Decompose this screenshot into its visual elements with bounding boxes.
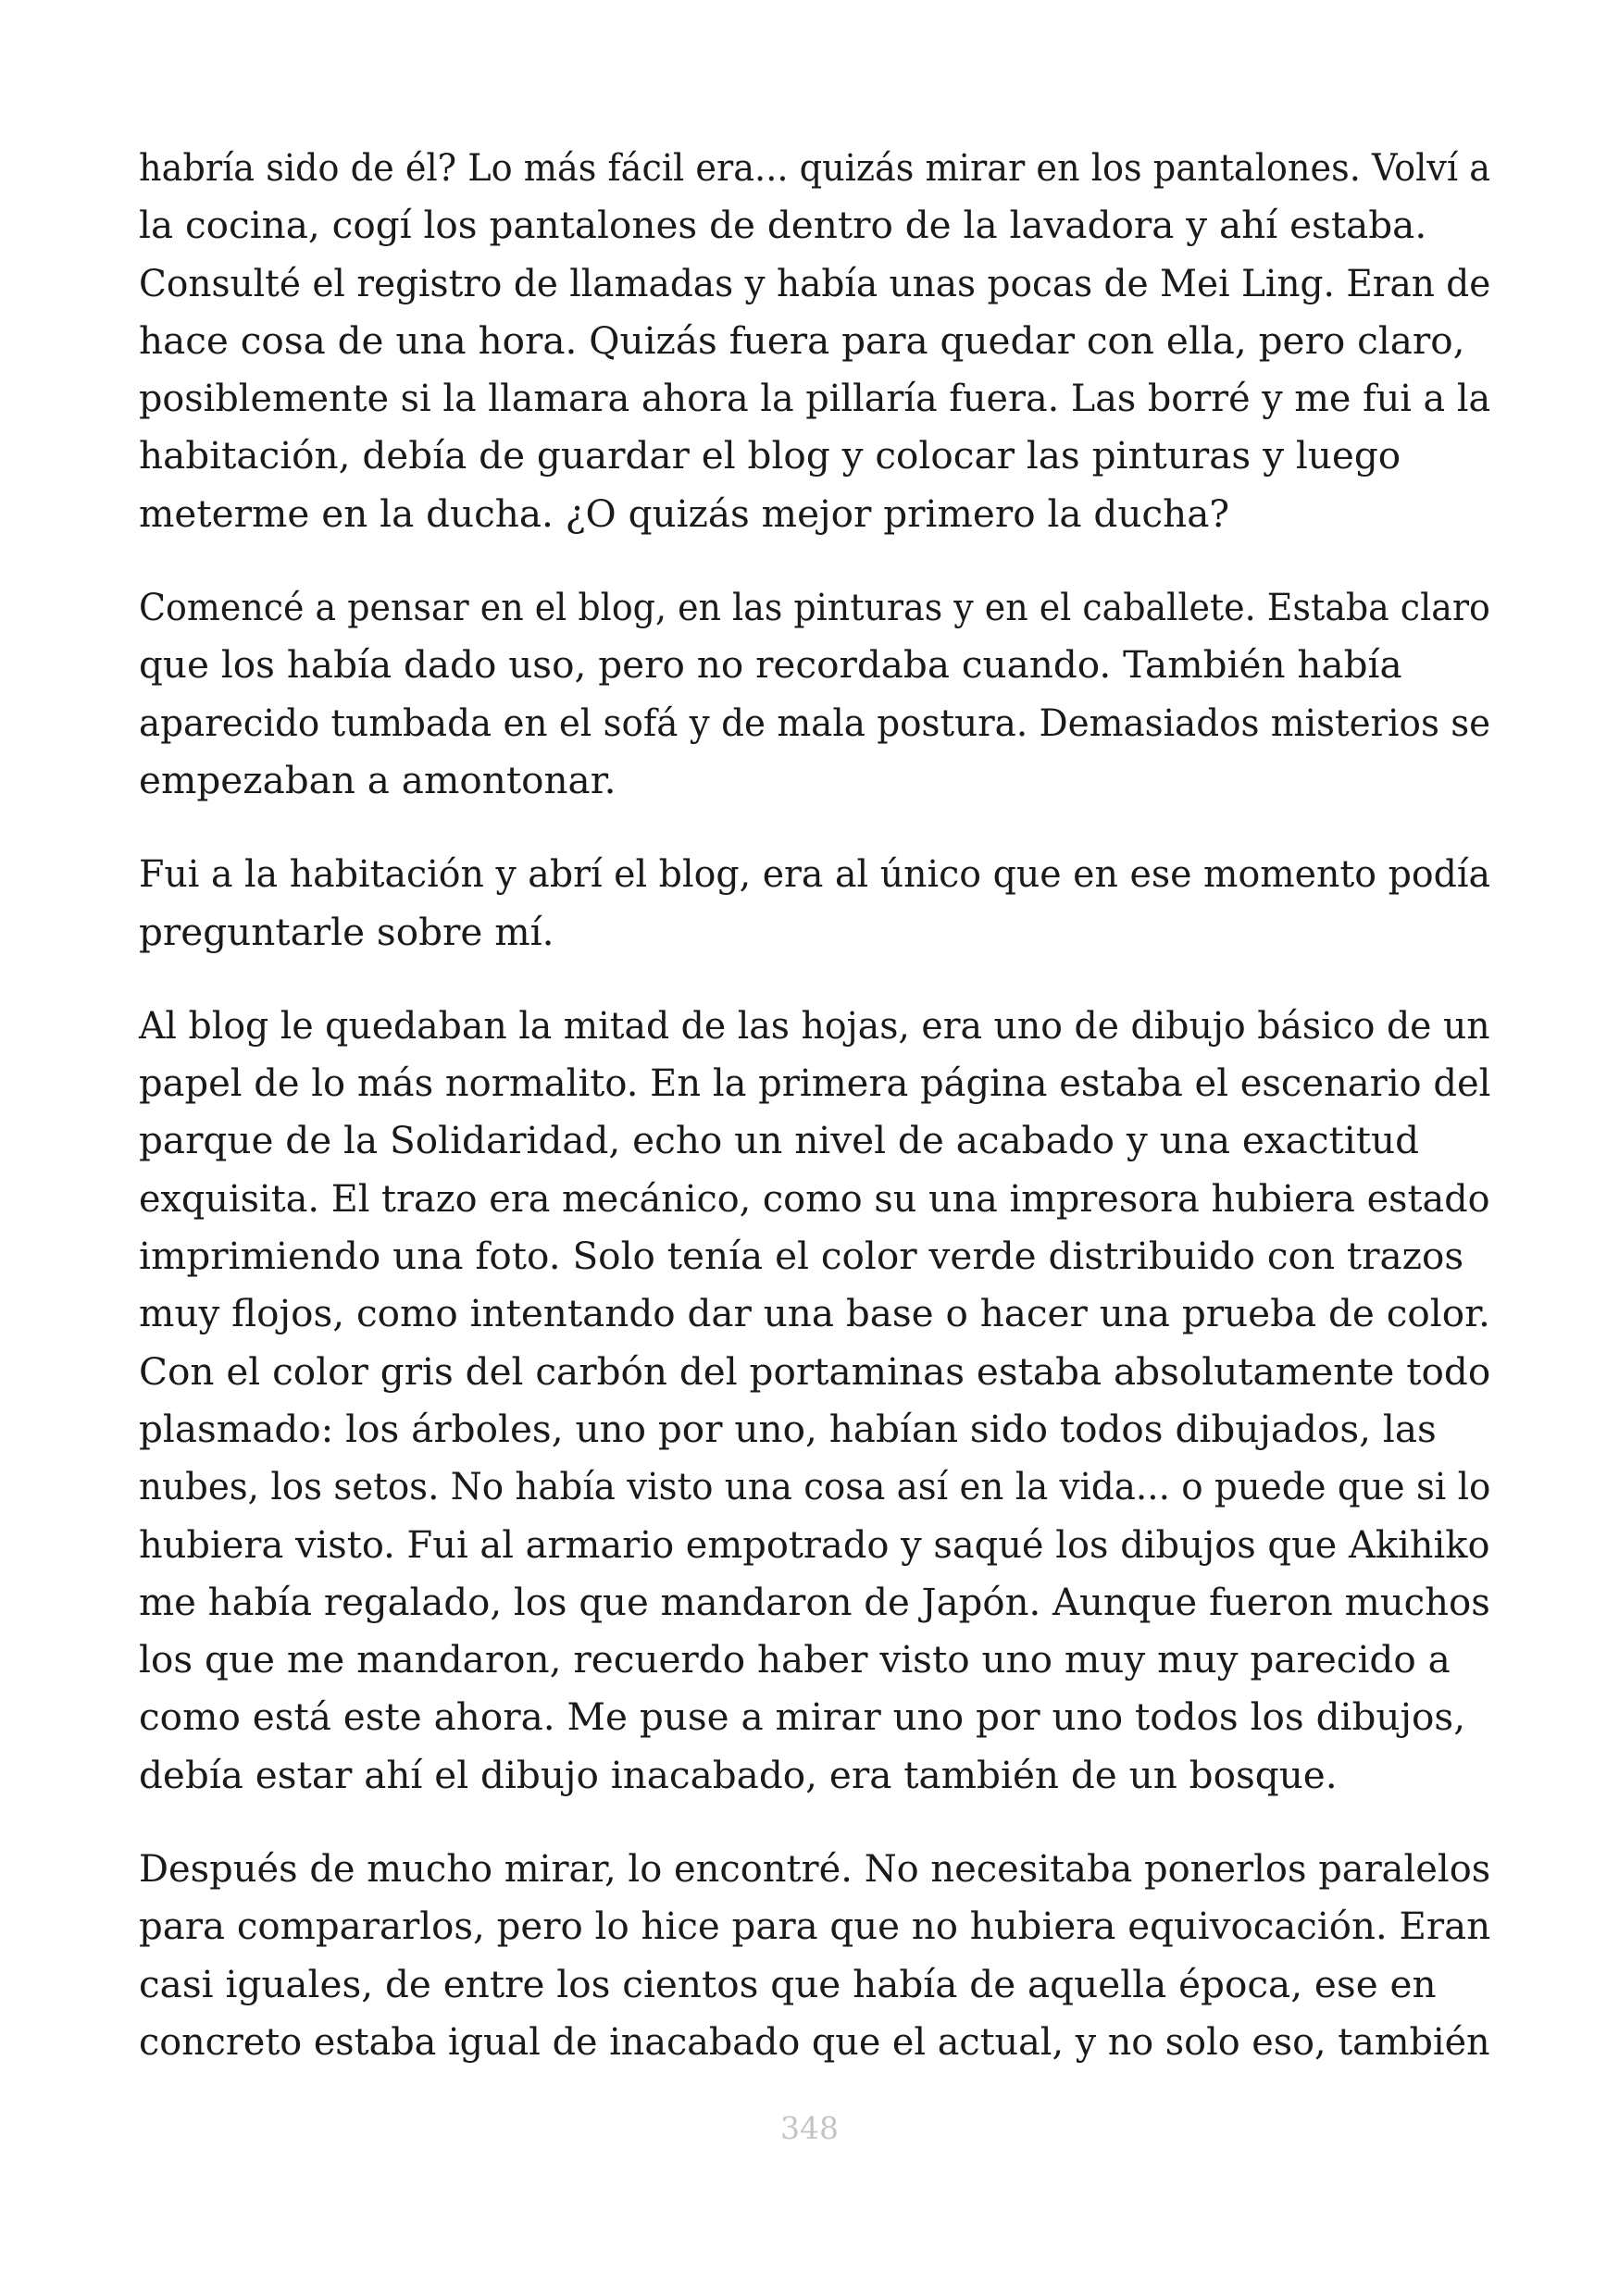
text-line: Después de mucho mirar, lo encontré. No necesitaba ponerlos paralelos: [139, 1846, 1491, 1892]
body-text: [139, 139, 1490, 2106]
text-line: habría sido de él? Lo más fácil era... quizás mirar en los pantalones. Volví a: [139, 145, 1491, 190]
text-line: los que me mandaron, recuerdo haber visto uno muy muy parecido a: [139, 1637, 1451, 1682]
text-line: muy flojos, como intentando dar una base o hacer una prueba de color.: [139, 1291, 1490, 1336]
text-line: parque de la Solidaridad, echo un nivel de acabado y una exactitud: [139, 1118, 1420, 1163]
page-number: 348: [780, 2110, 839, 2146]
paragraph: [139, 578, 1490, 809]
text-line: exquisita. El trazo era mecánico, como su una impresora hubiera estado: [139, 1175, 1490, 1221]
text-line: hubiera visto. Fui al armario empotrado y saqué los dibujos que Akihiko: [139, 1521, 1490, 1567]
text-line: nubes, los setos. No había visto una cosa así en la vida... o puede que si lo: [139, 1464, 1491, 1509]
paragraph: [139, 997, 1490, 1804]
text-line: preguntarle sobre mí.: [139, 909, 554, 954]
paragraph: [139, 139, 1490, 542]
text-line: plasmado: los árboles, uno por uno, habían sido todos dibujados, las: [139, 1406, 1437, 1451]
text-line: habitación, debía de guardar el blog y colocar las pinturas y luego: [139, 433, 1401, 478]
text-line: Consulté el registro de llamadas y había unas pocas de Mei Ling. Eran de: [139, 260, 1491, 305]
text-line: empezaban a amontonar.: [139, 757, 616, 802]
paragraph: [139, 845, 1490, 961]
text-line: casi iguales, de entre los cientos que había de aquella época, ese en: [139, 1961, 1437, 2006]
text-line: meterme en la ducha. ¿O quizás mejor primero la ducha?: [139, 490, 1230, 536]
text-line: Al blog le quedaban la mitad de las hojas, era uno de dibujo básico de un: [139, 1002, 1490, 1048]
text-line: aparecido tumbada en el sofá y de mala postura. Demasiados misterios se: [139, 700, 1491, 745]
text-line: concreto estaba igual de inacabado que el actual, y no solo eso, también: [139, 2018, 1490, 2064]
text-line: que los había dado uso, pero no recordaba cuando. También había: [139, 642, 1402, 688]
text-line: la cocina, cogí los pantalones de dentro de la lavadora y ahí estaba.: [139, 203, 1427, 248]
paragraph: [139, 1840, 1490, 2070]
text-line: debía estar ahí el dibujo inacabado, era también de un bosque.: [139, 1752, 1338, 1797]
text-line: Con el color gris del carbón del portaminas estaba absolutamente todo: [139, 1348, 1491, 1394]
text-line: como está este ahora. Me puse a mirar uno por uno todos los dibujos,: [139, 1694, 1466, 1740]
text-line: Fui a la habitación y abrí el blog, era al único que en ese momento podía: [139, 851, 1491, 897]
text-line: imprimiendo una foto. Solo tenía el color verde distribuido con trazos: [139, 1234, 1464, 1279]
text-line: hace cosa de una hora. Quizás fuera para quedar con ella, pero claro,: [139, 317, 1465, 363]
text-line: me había regalado, los que mandaron de Japón. Aunque fueron muchos: [139, 1579, 1490, 1624]
text-line: para compararlos, pero lo hice para que no hubiera equivocación. Eran: [139, 1904, 1491, 1949]
text-line: papel de lo más normalito. En la primera página estaba el escenario del: [139, 1061, 1491, 1106]
text-line: posiblemente si la llamara ahora la pillaría fuera. Las borré y me fui a la: [139, 376, 1491, 421]
text-line: Comencé a pensar en el blog, en las pinturas y en el caballete. Estaba claro: [139, 585, 1490, 630]
